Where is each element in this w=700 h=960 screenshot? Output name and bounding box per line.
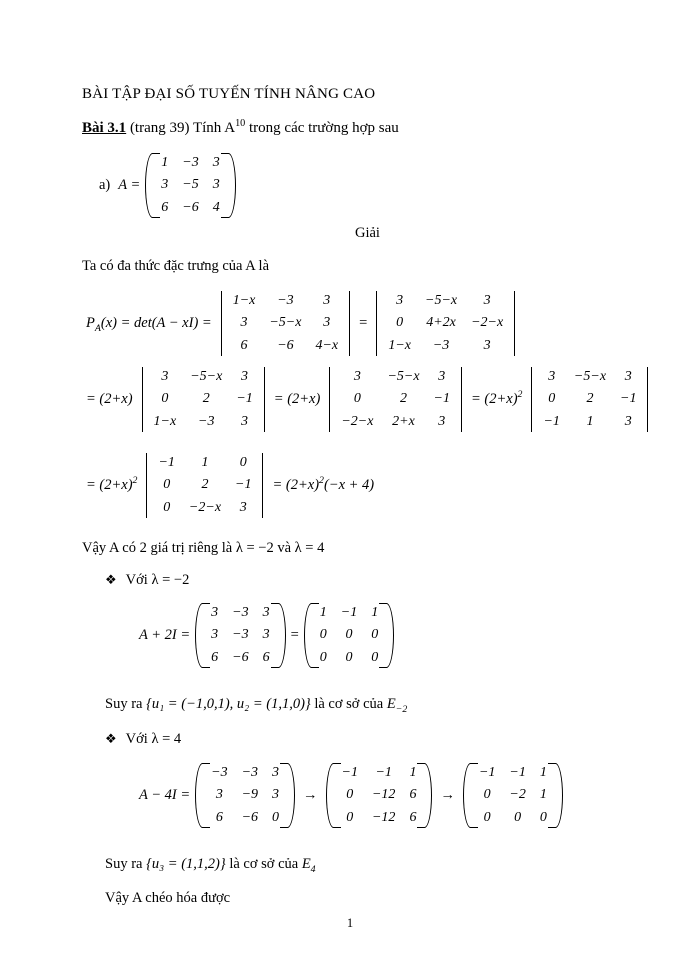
matrix-cell: 3 bbox=[438, 369, 446, 384]
equals-sign: = bbox=[290, 626, 299, 643]
matrix-row bbox=[147, 388, 260, 410]
matrix-row bbox=[313, 624, 385, 646]
problem-exponent: 10 bbox=[235, 118, 246, 129]
matrix-cell: −3 bbox=[241, 765, 259, 780]
case-2-conclusion bbox=[105, 856, 316, 873]
matrix-row bbox=[334, 411, 457, 433]
matrix-cell: 6 bbox=[211, 649, 219, 665]
matrix-cell: −2 bbox=[509, 787, 526, 803]
matrix-cell: 1 bbox=[319, 605, 327, 620]
matrix-cell: −1 bbox=[341, 765, 358, 780]
matrix-cell: 3 bbox=[624, 413, 632, 429]
a-plus-2i-name: A + 2I = bbox=[139, 626, 191, 643]
matrix-row bbox=[147, 411, 260, 433]
problem-reference-tail: trong các trường hợp sau bbox=[249, 120, 399, 136]
matrix-cell: 3 bbox=[624, 369, 632, 384]
det-bar-left-icon bbox=[531, 367, 532, 432]
matrix-cell: 3 bbox=[262, 605, 270, 620]
matrix-cell: −3 bbox=[198, 413, 215, 429]
solution-heading: Giải bbox=[355, 225, 380, 241]
det-bar-left-icon bbox=[329, 367, 330, 432]
matrix-cell: 4−x bbox=[315, 337, 339, 353]
matrix-cell: 4+2x bbox=[426, 315, 456, 331]
paren-left-icon bbox=[195, 602, 204, 669]
matrix-cell: 1 bbox=[586, 413, 594, 429]
matrix-cell: 1−x bbox=[232, 293, 256, 308]
case-2-basis-set: {u₃ = (1,1,2)} bbox=[146, 856, 226, 872]
final-statement: Vậy A chéo hóa được bbox=[105, 890, 231, 906]
matrix-row bbox=[204, 807, 286, 829]
matrix-row bbox=[334, 366, 457, 388]
matrix-cell: −1 bbox=[236, 391, 253, 407]
matrix-cell: −3 bbox=[211, 765, 228, 780]
matrix-row bbox=[313, 647, 385, 669]
matrix-cell: 3 bbox=[396, 293, 404, 308]
matrix-cell: 3 bbox=[438, 413, 446, 429]
matrix-cell: 0 bbox=[353, 391, 361, 407]
matrix-row bbox=[381, 312, 510, 334]
matrix-cell: −6 bbox=[277, 337, 294, 353]
case-1-conclusion bbox=[105, 696, 407, 713]
diamond-bullet-icon: ❖ bbox=[105, 572, 117, 587]
matrix-cell: 3 bbox=[353, 369, 361, 384]
matrix-cell: −2−x bbox=[188, 499, 222, 515]
paren-left-icon bbox=[145, 152, 154, 219]
matrix-cell: −5−x bbox=[190, 369, 223, 384]
matrix-cell: −3 bbox=[182, 155, 199, 170]
factor-2: = (2+x) bbox=[273, 390, 321, 407]
matrix-cell: 0 bbox=[483, 787, 491, 803]
poly-result-tail: (−x + 4) bbox=[323, 476, 375, 493]
matrix-cell: −6 bbox=[241, 809, 259, 825]
matrix-cell: 2 bbox=[586, 391, 594, 407]
matrix-cell: 6 bbox=[215, 809, 223, 825]
paren-left-icon bbox=[326, 762, 335, 829]
matrix-cell: −1 bbox=[543, 413, 560, 429]
matrix-cell: 3 bbox=[241, 369, 249, 384]
poly-lead-sub: A bbox=[94, 322, 101, 334]
matrix-cell: 3 bbox=[161, 369, 169, 384]
matrix-cell: −1 bbox=[620, 391, 637, 407]
matrix-row bbox=[536, 411, 643, 433]
part-a-label: a) bbox=[99, 176, 111, 193]
matrix-row bbox=[151, 452, 258, 474]
char-poly-intro: Ta có đa thức đặc trưng của A là bbox=[82, 258, 270, 274]
paren-right-icon bbox=[385, 602, 394, 669]
matrix-cell: −1 bbox=[235, 477, 252, 493]
a-plus-2i-body bbox=[204, 602, 276, 669]
factor-3: = (2+x) bbox=[471, 390, 518, 407]
matrix-row bbox=[147, 366, 260, 388]
matrix-cell: 3 bbox=[262, 627, 270, 643]
matrix-cell: −1 bbox=[340, 605, 358, 620]
matrix-cell: 3 bbox=[161, 177, 169, 193]
problem-reference: (trang 39) Tính A bbox=[129, 120, 236, 136]
matrix-cell: 1 bbox=[161, 155, 169, 170]
paren-left-icon bbox=[463, 762, 472, 829]
matrix-row bbox=[154, 152, 226, 174]
matrix-cell: 4 bbox=[212, 199, 220, 215]
matrix-cell: 3 bbox=[211, 605, 219, 620]
matrix-cell: −5 bbox=[182, 177, 199, 193]
arrow-right-icon: → bbox=[440, 786, 455, 803]
a-minus-4i-step3-matrix bbox=[463, 762, 563, 829]
matrix-cell: 0 bbox=[346, 787, 354, 803]
a-minus-4i-step2-matrix bbox=[326, 762, 433, 829]
matrix-cell: 3 bbox=[211, 627, 219, 643]
det-bar-right-icon bbox=[514, 291, 515, 356]
matrix-cell: 3 bbox=[483, 293, 491, 308]
matrix-cell: 3 bbox=[215, 787, 223, 803]
matrix-cell: 0 bbox=[319, 649, 327, 665]
a-plus-2i-matrix bbox=[195, 602, 285, 669]
matrix-a-name: A = bbox=[118, 176, 141, 193]
page-number: 1 bbox=[346, 916, 354, 930]
matrix-row bbox=[204, 784, 286, 806]
det-bar-right-icon bbox=[262, 453, 263, 518]
case-1-heading bbox=[105, 572, 189, 589]
matrix-cell: −6 bbox=[232, 649, 249, 665]
determinant-5-body bbox=[536, 366, 643, 433]
matrix-row bbox=[335, 784, 424, 806]
matrix-cell: 0 bbox=[239, 455, 247, 470]
matrix-a-row bbox=[95, 152, 237, 219]
case-2-heading bbox=[105, 731, 181, 748]
matrix-cell: −3 bbox=[432, 337, 450, 353]
matrix-cell: 0 bbox=[163, 499, 171, 515]
matrix-cell: 0 bbox=[548, 391, 556, 407]
problem-label: Bài 3.1 bbox=[82, 120, 127, 136]
conclusion-prefix: Suy ra bbox=[105, 696, 143, 712]
matrix-cell: −1 bbox=[158, 455, 175, 470]
matrix-cell: 0 bbox=[346, 809, 354, 825]
matrix-cell: −1 bbox=[375, 765, 392, 780]
matrix-cell: 3 bbox=[212, 155, 220, 170]
determinant-2 bbox=[372, 290, 519, 357]
matrix-cell: −5−x bbox=[573, 369, 607, 384]
matrix-cell: −5−x bbox=[425, 293, 458, 308]
paren-left-icon bbox=[195, 762, 204, 829]
eigenspace-subscript: 4 bbox=[310, 863, 316, 875]
matrix-row bbox=[151, 474, 258, 496]
determinant-1 bbox=[217, 290, 354, 357]
a-minus-4i-body bbox=[204, 762, 286, 829]
matrix-row bbox=[313, 602, 385, 624]
matrix-cell: 0 bbox=[345, 627, 353, 643]
matrix-cell: −3 bbox=[232, 605, 249, 620]
conclusion-tail: là cơ sở của bbox=[229, 856, 299, 872]
a-minus-4i-step2-body bbox=[335, 762, 424, 829]
det-bar-right-icon bbox=[264, 367, 265, 432]
case-2-matrix-row bbox=[135, 762, 564, 829]
matrix-cell: 0 bbox=[319, 627, 327, 643]
matrix-cell: 2 bbox=[399, 391, 407, 407]
matrix-cell: 2 bbox=[201, 477, 209, 493]
matrix-row bbox=[204, 602, 276, 624]
case-1-basis-set: {u₁ = (−1,0,1), u₂ = (1,1,0)} bbox=[146, 696, 311, 712]
matrix-row bbox=[226, 290, 345, 312]
matrix-row bbox=[536, 388, 643, 410]
matrix-cell: 6 bbox=[161, 199, 169, 215]
matrix-cell: −1 bbox=[509, 765, 526, 780]
problem-heading bbox=[82, 120, 399, 137]
matrix-row bbox=[154, 174, 226, 196]
page-title: BÀI TẬP ĐẠI SỐ TUYẾN TÍNH NÂNG CAO bbox=[82, 86, 376, 102]
matrix-cell: 3 bbox=[272, 765, 280, 780]
matrix-cell: −3 bbox=[232, 627, 249, 643]
determinant-6 bbox=[142, 452, 267, 519]
matrix-cell: 6 bbox=[262, 649, 270, 665]
matrix-cell: 3 bbox=[483, 337, 491, 353]
factor-1: = (2+x) bbox=[86, 390, 133, 407]
eigenspace-subscript: −2 bbox=[395, 703, 408, 715]
matrix-cell: 2 bbox=[202, 391, 210, 407]
matrix-cell: −2−x bbox=[471, 315, 504, 331]
determinant-1-body bbox=[226, 290, 345, 357]
det-bar-right-icon bbox=[647, 367, 648, 432]
eigenspace-name: E bbox=[386, 696, 396, 712]
matrix-cell: −12 bbox=[371, 809, 396, 825]
matrix-row bbox=[472, 762, 554, 784]
a-plus-2i-reduced-body bbox=[313, 602, 385, 669]
paren-right-icon bbox=[277, 602, 286, 669]
matrix-cell: 0 bbox=[539, 809, 547, 825]
determinant-5 bbox=[527, 366, 652, 433]
matrix-cell: −5−x bbox=[269, 315, 302, 331]
matrix-cell: 1 bbox=[409, 765, 417, 780]
paren-left-icon bbox=[304, 602, 313, 669]
conclusion-prefix: Suy ra bbox=[105, 856, 143, 872]
poly-result: = (2+x) bbox=[272, 476, 320, 493]
det-bar-left-icon bbox=[146, 453, 147, 518]
factor-final: = (2+x) bbox=[86, 476, 133, 493]
matrix-cell: 0 bbox=[163, 477, 171, 493]
a-minus-4i-matrix bbox=[195, 762, 295, 829]
matrix-cell: −1 bbox=[478, 765, 496, 780]
matrix-cell: 3 bbox=[212, 177, 220, 193]
paren-right-icon bbox=[227, 152, 236, 219]
matrix-cell: −9 bbox=[241, 787, 259, 803]
matrix-cell: 6 bbox=[240, 337, 248, 353]
matrix-row bbox=[381, 290, 510, 312]
matrix-row bbox=[204, 647, 276, 669]
determinant-2-body bbox=[381, 290, 510, 357]
matrix-cell: −1 bbox=[433, 391, 450, 407]
conclusion-tail: là cơ sở của bbox=[314, 696, 384, 712]
determinant-6-body bbox=[151, 452, 258, 519]
matrix-cell: 3 bbox=[548, 369, 556, 384]
equals-sign: = bbox=[359, 314, 368, 331]
matrix-cell: 3 bbox=[241, 413, 249, 429]
matrix-row bbox=[334, 388, 457, 410]
factor-final-exponent: 2 bbox=[132, 475, 138, 487]
matrix-cell: −12 bbox=[371, 787, 396, 803]
matrix-row bbox=[204, 762, 286, 784]
matrix-cell: 1 bbox=[539, 787, 547, 803]
det-bar-right-icon bbox=[461, 367, 462, 432]
a-minus-4i-name: A − 4I = bbox=[139, 786, 191, 803]
char-poly-line-1 bbox=[82, 290, 520, 357]
matrix-cell: −5−x bbox=[387, 369, 420, 384]
matrix-cell: 0 bbox=[345, 649, 353, 665]
matrix-cell: 6 bbox=[409, 787, 417, 803]
matrix-cell: 1 bbox=[201, 455, 209, 470]
matrix-cell: 1−x bbox=[388, 337, 411, 353]
matrix-cell: 0 bbox=[483, 809, 491, 825]
matrix-cell: 3 bbox=[323, 315, 331, 331]
case-2-label: Với λ = 4 bbox=[125, 731, 182, 747]
matrix-row bbox=[226, 312, 345, 334]
matrix-cell: 2+x bbox=[392, 413, 415, 429]
paren-right-icon bbox=[286, 762, 295, 829]
matrix-row bbox=[335, 807, 424, 829]
factor-3-exponent: 2 bbox=[517, 389, 523, 401]
matrix-row bbox=[335, 762, 424, 784]
matrix-row bbox=[154, 197, 226, 219]
det-bar-left-icon bbox=[142, 367, 143, 432]
paren-right-icon bbox=[423, 762, 432, 829]
matrix-cell: 0 bbox=[371, 649, 379, 665]
determinant-3-body bbox=[147, 366, 260, 433]
a-plus-2i-reduced-matrix bbox=[304, 602, 394, 669]
case-1-label: Với λ = −2 bbox=[125, 572, 190, 588]
matrix-row bbox=[536, 366, 643, 388]
det-bar-right-icon bbox=[349, 291, 350, 356]
poly-result-exponent: 2 bbox=[319, 475, 324, 487]
matrix-cell: 0 bbox=[371, 627, 379, 643]
a-minus-4i-step3-body bbox=[472, 762, 554, 829]
matrix-row bbox=[472, 784, 554, 806]
matrix-cell: −3 bbox=[277, 293, 294, 308]
eigenspace-name: E bbox=[301, 856, 311, 872]
matrix-cell: 3 bbox=[240, 315, 248, 331]
matrix-cell: 3 bbox=[239, 499, 247, 515]
matrix-cell: −6 bbox=[182, 199, 199, 215]
matrix-cell: 1−x bbox=[153, 413, 177, 429]
matrix-cell: 3 bbox=[323, 293, 331, 308]
matrix-row bbox=[204, 624, 276, 646]
matrix-row bbox=[151, 497, 258, 519]
determinant-4-body bbox=[334, 366, 457, 433]
matrix-cell: 6 bbox=[409, 809, 417, 825]
matrix-cell: −2−x bbox=[341, 413, 374, 429]
matrix-a-body bbox=[154, 152, 226, 219]
matrix-cell: 0 bbox=[272, 809, 280, 825]
char-poly-line-3 bbox=[82, 452, 378, 519]
det-bar-left-icon bbox=[376, 291, 377, 356]
determinant-4 bbox=[325, 366, 466, 433]
matrix-cell: 0 bbox=[161, 391, 169, 407]
matrix-cell: 1 bbox=[539, 765, 547, 780]
eigen-statement: Vậy A có 2 giá trị riêng là λ = −2 và λ = 4 bbox=[82, 540, 325, 556]
matrix-row bbox=[381, 335, 510, 357]
matrix-row bbox=[472, 807, 554, 829]
matrix-cell: 3 bbox=[272, 787, 280, 803]
poly-lead: P bbox=[86, 314, 95, 331]
matrix-cell: 1 bbox=[371, 605, 379, 620]
determinant-3 bbox=[138, 366, 269, 433]
matrix-row bbox=[226, 335, 345, 357]
det-bar-left-icon bbox=[221, 291, 222, 356]
matrix-cell: 0 bbox=[514, 809, 522, 825]
case-1-matrix-row bbox=[135, 602, 395, 669]
diamond-bullet-icon: ❖ bbox=[105, 731, 117, 746]
arrow-right-icon: → bbox=[303, 786, 318, 803]
matrix-cell: 0 bbox=[396, 315, 404, 331]
matrix-a bbox=[145, 152, 235, 219]
paren-right-icon bbox=[554, 762, 563, 829]
char-poly-line-2 bbox=[82, 366, 653, 433]
poly-lead-tail: (x) = det(A − xI) = bbox=[100, 314, 212, 331]
